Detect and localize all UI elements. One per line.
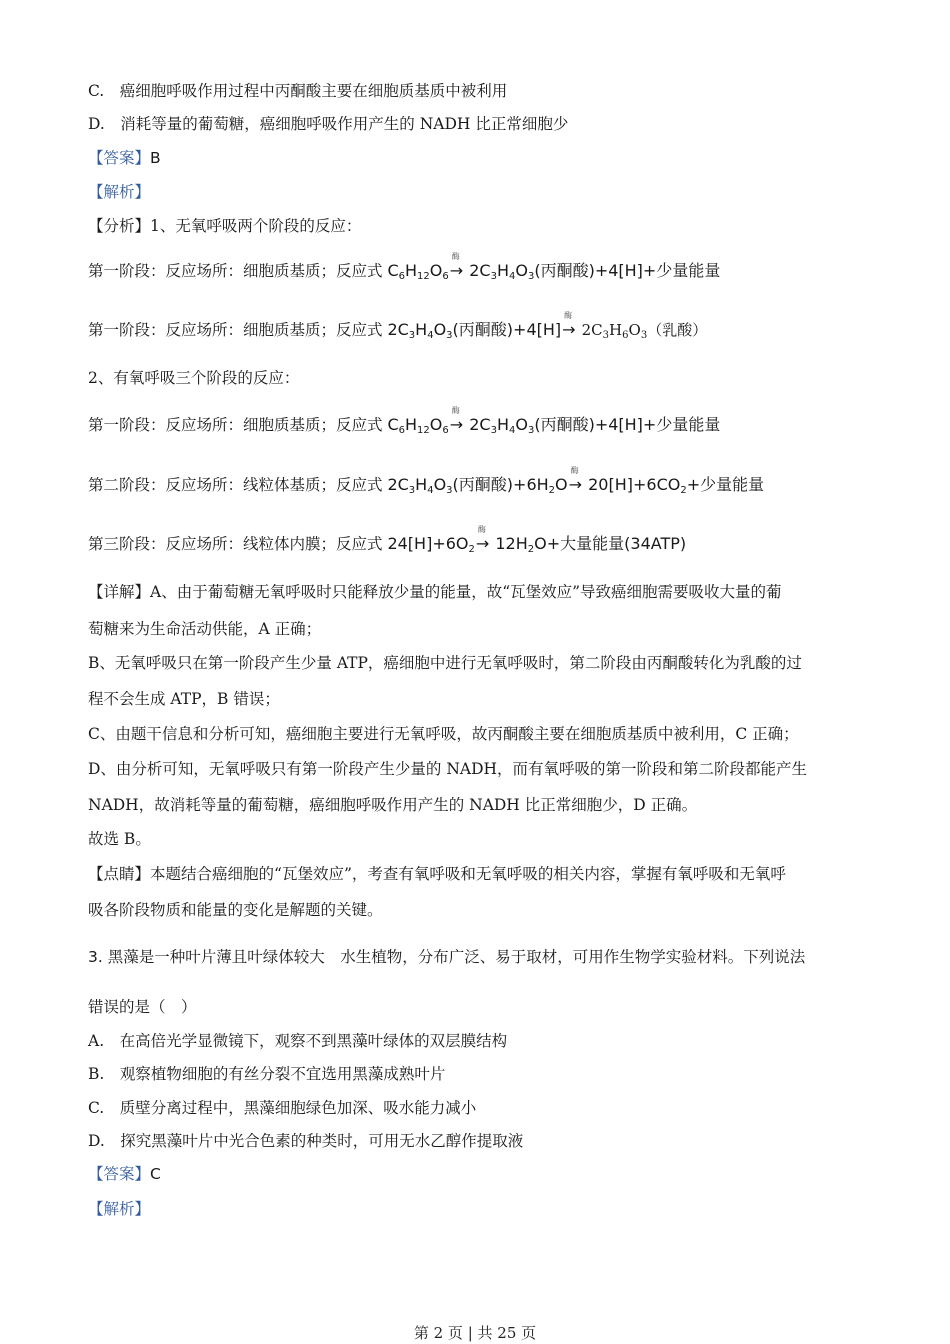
q3-option-d: D. 探究黑藻叶片中光合色素的种类时，可用无水乙醇作提取液 bbox=[88, 1132, 524, 1150]
dianjing-line-1 bbox=[88, 863, 862, 885]
question-number: 3. bbox=[88, 948, 103, 966]
detail-a-text: A、由于葡萄糖无氧呼吸时只能释放少量的能量，故“瓦堡效应”导致癌细胞需要吸收大量的葡 bbox=[150, 583, 782, 601]
equation: $C_6H_{12}O_6$ 酶 → $2C_3H_4O_3$(丙酮酸)+4[H]+少量能量 bbox=[387, 260, 720, 282]
stage-prefix: 第一阶段：反应场所：细胞质基质；反应式 bbox=[88, 321, 388, 339]
equation: $2C_3H_4O_3$(丙酮酸)$+6H_2O$ 酶 → $20[H]+6CO_2+$少量能量 bbox=[387, 474, 764, 496]
dianjing-line-2: 吸各阶段物质和能量的变化是解题的关键。 bbox=[88, 901, 383, 919]
enzyme-label: 酶 bbox=[451, 406, 460, 415]
detail-b-line-2: 程不会生成 ATP，B 错误； bbox=[88, 690, 280, 708]
answer-label: 【答案】 bbox=[88, 149, 151, 167]
stage-prefix: 第二阶段：反应场所：线粒体基质；反应式 bbox=[88, 476, 388, 494]
equation: $C_6H_{12}O_6$ 酶 → $2C_3H_4O_3$(丙酮酸)+4[H]+少量能量 bbox=[387, 414, 720, 436]
reaction-arrow: 酶 → bbox=[569, 474, 582, 496]
q3-stem-line-1 bbox=[88, 946, 862, 968]
detail-d-line-2: NADH，故消耗等量的葡萄糖，癌细胞呼吸作用产生的 NADH 比正常细胞少，D 正确。 bbox=[88, 796, 698, 814]
enzyme-label: 酶 bbox=[477, 525, 486, 534]
q3-answer-row bbox=[88, 1163, 862, 1185]
detail-label: 【详解】 bbox=[88, 583, 151, 601]
conclusion: 故选 B。 bbox=[88, 830, 151, 848]
reaction-arrow: 酶 → bbox=[476, 533, 489, 555]
detail-a-line-2: 萄糖来为生命活动供能，A 正确； bbox=[88, 620, 322, 638]
q3-option-b: B. 观察植物细胞的有丝分裂不宜选用黑藻成熟叶片 bbox=[88, 1065, 446, 1083]
anaerobic-stage-2 bbox=[88, 311, 862, 341]
enzyme-label: 酶 bbox=[451, 252, 460, 261]
fenxi-label: 【分析】 bbox=[88, 217, 151, 235]
answer-value: B bbox=[150, 149, 161, 167]
q2-analysis-label: 【解析】 bbox=[88, 183, 151, 201]
anaerobic-stage-1 bbox=[88, 252, 862, 282]
detail-c: C、由题干信息和分析可知，癌细胞主要进行无氧呼吸，故丙酮酸主要在细胞质基质中被利用，C 正确； bbox=[88, 725, 799, 743]
detail-b-line-1: B、无氧呼吸只在第一阶段产生少量 ATP，癌细胞中进行无氧呼吸时，第二阶段由丙酮酸转化为乳酸的过 bbox=[88, 654, 802, 672]
q3-stem-line-2: 错误的是（ ） bbox=[88, 998, 197, 1016]
reaction-arrow: 酶 → bbox=[450, 414, 463, 436]
aerobic-stage-2 bbox=[88, 466, 862, 496]
fenxi-intro: 1、无氧呼吸两个阶段的反应： bbox=[150, 217, 362, 235]
stage-prefix: 第一阶段：反应场所：细胞质基质；反应式 bbox=[88, 416, 388, 434]
detail-d-line-1: D、由分析可知，无氧呼吸只有第一阶段产生少量的 NADH，而有氧呼吸的第一阶段和第二阶段都能产生 bbox=[88, 760, 808, 778]
fenxi-row bbox=[88, 215, 862, 237]
enzyme-label: 酶 bbox=[570, 466, 579, 475]
enzyme-label: 酶 bbox=[564, 311, 573, 320]
reaction-arrow: 酶 → bbox=[450, 260, 463, 282]
aerobic-intro: 2、有氧呼吸三个阶段的反应： bbox=[88, 369, 300, 387]
aerobic-stage-1 bbox=[88, 406, 862, 436]
q2-option-d: D. 消耗等量的葡萄糖，癌细胞呼吸作用产生的 NADH 比正常细胞少 bbox=[88, 115, 569, 133]
q3-option-c: C. 质壁分离过程中，黑藻细胞绿色加深、吸水能力减小 bbox=[88, 1099, 477, 1117]
stage-prefix: 第三阶段：反应场所：线粒体内膜；反应式 bbox=[88, 535, 388, 553]
dianjing-text: 本题结合癌细胞的“瓦堡效应”，考查有氧呼吸和无氧呼吸的相关内容，掌握有氧呼吸和无氧呼 bbox=[150, 865, 786, 883]
detail-a-line-1 bbox=[88, 581, 862, 603]
dianjing-label: 【点睛】 bbox=[88, 865, 151, 883]
q2-option-c: C. 癌细胞呼吸作用过程中丙酮酸主要在细胞质基质中被利用 bbox=[88, 82, 508, 100]
stage-prefix: 第一阶段：反应场所：细胞质基质；反应式 bbox=[88, 262, 388, 280]
equation: $24[H]+6O_2$ 酶 → $12H_2O+$大量能量(34ATP) bbox=[387, 533, 686, 555]
answer-label: 【答案】 bbox=[88, 1165, 151, 1183]
reaction-arrow: 酶 → bbox=[562, 319, 575, 341]
answer-value: C bbox=[150, 1165, 161, 1183]
q3-stem-text: 黑藻是一种叶片薄且叶绿体较大 水生植物，分布广泛、易于取材，可用作生物学实验材料。下列说法 bbox=[102, 948, 806, 966]
equation: $2C_3H_4O_3$(丙酮酸)+4[H] 酶 → $2C_3H_6O_3$（乳酸） bbox=[387, 319, 707, 341]
q3-option-a: A. 在高倍光学显微镜下，观察不到黑藻叶绿体的双层膜结构 bbox=[88, 1032, 508, 1050]
page-footer: 第 2 页 | 共 25 页 bbox=[413, 1324, 537, 1342]
q2-answer-row bbox=[88, 147, 862, 169]
q3-analysis-label: 【解析】 bbox=[88, 1200, 151, 1218]
aerobic-stage-3 bbox=[88, 525, 862, 555]
